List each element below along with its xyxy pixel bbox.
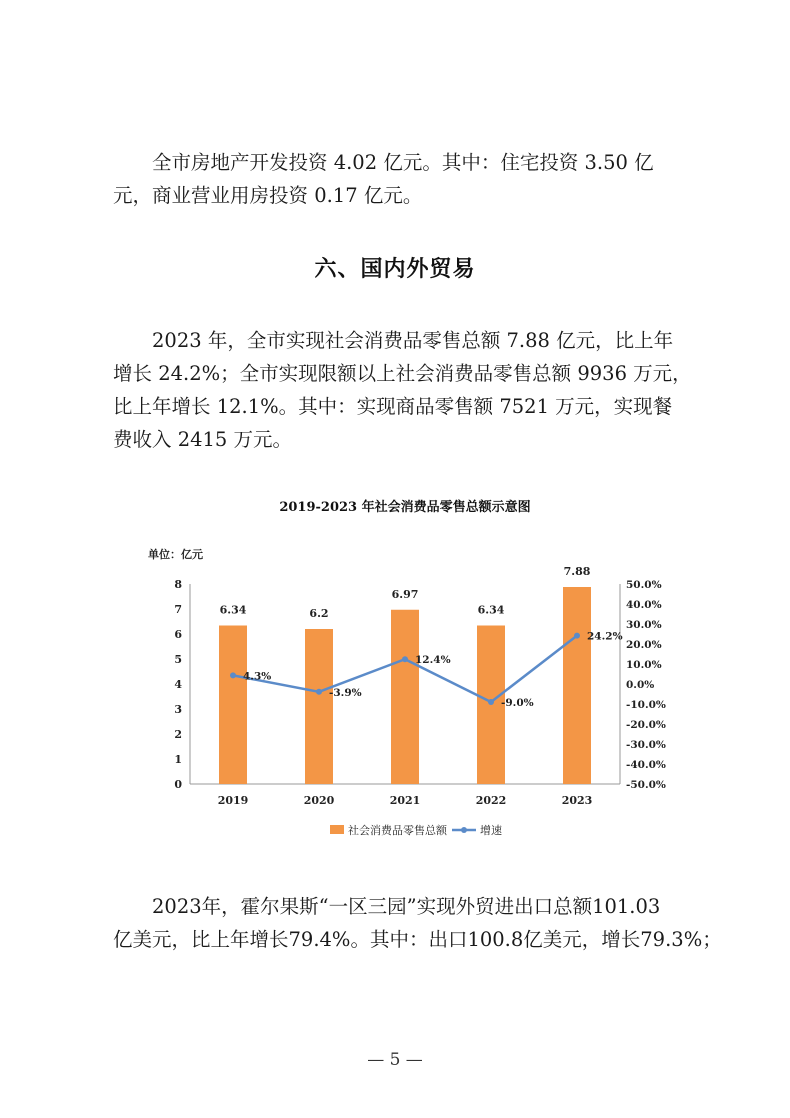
bar-value-label: 7.88 xyxy=(563,565,591,578)
bar-2021 xyxy=(391,610,419,784)
unit-label: 单位：亿元 xyxy=(148,548,203,561)
y-left-tick-label: 5 xyxy=(174,653,182,666)
legend-bar-swatch xyxy=(330,825,344,834)
y-right-tick-label: 10.0% xyxy=(626,659,662,671)
y-left-tick-label: 6 xyxy=(174,628,182,641)
y-left-tick-label: 1 xyxy=(174,753,182,766)
text-line: 全市房地产开发投资 4.02 亿元。其中：住宅投资 3.50 亿 xyxy=(152,151,654,174)
x-tick-label: 2021 xyxy=(389,794,421,807)
x-tick-label: 2022 xyxy=(475,794,507,807)
y-right-tick-label: 30.0% xyxy=(626,619,662,631)
text-line: 费收入 2415 万元。 xyxy=(113,428,293,451)
growth-value-label: -9.0% xyxy=(501,697,534,709)
y-right-tick-label: 0.0% xyxy=(626,679,655,691)
paragraph-retail-sales xyxy=(113,324,692,456)
growth-point-2020 xyxy=(316,689,322,695)
text-line: 增长 24.2%；全市实现限额以上社会消费品零售总额 9936 万元， xyxy=(113,362,692,385)
legend-line-label: 增速 xyxy=(480,824,502,837)
growth-point-2021 xyxy=(402,656,408,662)
y-right-tick-label: -30.0% xyxy=(626,739,666,751)
chart-title: 2019-2023 年社会消费品零售总额示意图 xyxy=(279,500,531,515)
y-right-tick-label: 20.0% xyxy=(626,639,662,651)
growth-point-2019 xyxy=(230,672,236,678)
section-heading: 六、国内外贸易 xyxy=(314,257,476,282)
text-line: 元，商业营业用房投资 0.17 亿元。 xyxy=(113,184,423,207)
y-left-tick-label: 2 xyxy=(174,728,182,741)
growth-value-label: 24.2% xyxy=(587,630,623,643)
x-tick-label: 2020 xyxy=(303,794,335,807)
chart-plot xyxy=(140,496,670,856)
y-right-tick-label: -50.0% xyxy=(626,779,666,791)
bar-value-label: 6.34 xyxy=(219,603,247,617)
y-right-tick-label: -20.0% xyxy=(626,719,666,731)
x-tick-label: 2019 xyxy=(217,794,249,807)
y-right-tick-label: -10.0% xyxy=(626,699,666,711)
y-left-tick-label: 4 xyxy=(174,678,182,691)
legend-line-marker xyxy=(461,827,467,833)
x-tick-label: 2023 xyxy=(561,794,593,807)
paragraph-foreign-trade xyxy=(113,890,722,956)
growth-value-label: 12.4% xyxy=(415,654,451,667)
y-left-tick-label: 8 xyxy=(174,578,182,591)
growth-point-2022 xyxy=(488,699,494,705)
y-left-tick-label: 7 xyxy=(174,603,182,616)
y-right-tick-label: 40.0% xyxy=(626,599,662,611)
bar-2020 xyxy=(305,629,333,784)
page-number: — 5 — xyxy=(367,1050,423,1070)
legend-bar-label: 社会消费品零售总额 xyxy=(348,824,447,837)
text-line: 比上年增长 12.1%。其中：实现商品零售额 7521 万元，实现餐 xyxy=(113,395,673,418)
paragraph-real-estate xyxy=(113,146,688,212)
bar-2023 xyxy=(563,587,591,784)
text-line: 2023年，霍尔果斯“一区三园”实现外贸进出口总额101.03 xyxy=(152,895,661,918)
growth-point-2023 xyxy=(574,633,580,639)
y-left-tick-label: 0 xyxy=(174,778,182,791)
y-right-tick-label: 50.0% xyxy=(626,579,662,591)
growth-value-label: -3.9% xyxy=(329,686,362,699)
y-right-tick-label: -40.0% xyxy=(626,759,666,771)
bar-value-label: 6.97 xyxy=(391,587,419,601)
bar-value-label: 6.34 xyxy=(477,603,505,617)
y-left-tick-label: 3 xyxy=(174,703,182,716)
growth-value-label: 4.3% xyxy=(243,670,272,683)
text-line: 2023 年，全市实现社会消费品零售总额 7.88 亿元，比上年 xyxy=(152,329,674,352)
retail-sales-chart xyxy=(140,496,670,856)
text-line: 亿美元，比上年增长79.4%。其中：出口100.8亿美元，增长79.3%； xyxy=(113,928,722,951)
bar-2019 xyxy=(219,626,247,785)
bar-value-label: 6.2 xyxy=(309,607,329,620)
